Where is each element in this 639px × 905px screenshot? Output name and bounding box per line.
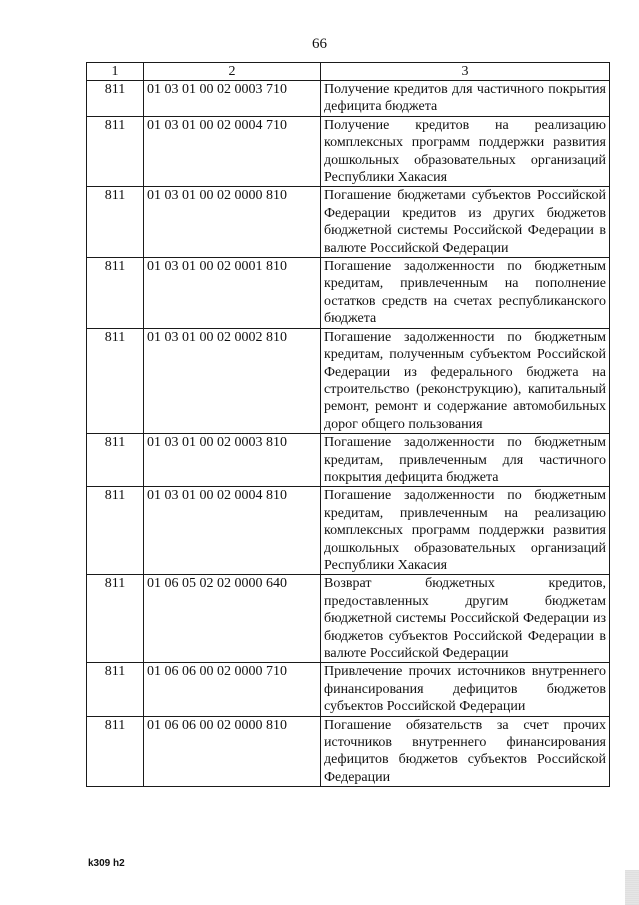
- source-name-cell: Получение кредитов для частичного покрытия дефицита бюджета: [321, 81, 610, 117]
- table-row: [87, 328, 610, 433]
- source-name-cell: Погашение задолженности по бюджетным кредитам, привлеченным на пополнение остатков средств на счетах республиканского бюджета: [321, 258, 610, 329]
- table-row: [87, 116, 610, 187]
- footer-document-code: k309 h2: [88, 858, 125, 869]
- column-header-2: 2: [144, 63, 321, 81]
- source-name-cell: Погашение задолженности по бюджетным кредитам, полученным субъектом Российской Федерации из федерального бюджета на строительство (реконструкцию), капитальный ремонт, ремонт и содержание автомобильных дорог общего пользования: [321, 328, 610, 433]
- source-code-cell: 01 06 05 02 02 0000 640: [144, 575, 321, 663]
- source-code-cell: 01 03 01 00 02 0003 710: [144, 81, 321, 117]
- source-name-cell: Погашение обязательств за счет прочих источников внутреннего финансирования дефицитов бюджетов субъектов Российской Федерации: [321, 716, 610, 787]
- budget-sources-table: [86, 62, 610, 787]
- table-row: [87, 258, 610, 329]
- source-code-cell: 01 03 01 00 02 0002 810: [144, 328, 321, 433]
- column-header-1: 1: [87, 63, 144, 81]
- table-row: [87, 575, 610, 663]
- source-code-cell: 01 03 01 00 02 0003 810: [144, 434, 321, 487]
- admin-code-cell: 811: [87, 187, 144, 258]
- source-code-cell: 01 03 01 00 02 0004 810: [144, 487, 321, 575]
- table-row: [87, 716, 610, 787]
- admin-code-cell: 811: [87, 434, 144, 487]
- source-name-cell: Погашение задолженности по бюджетным кредитам, привлеченным для частичного покрытия дефицита бюджета: [321, 434, 610, 487]
- scan-edge-artifact: [625, 870, 639, 905]
- source-name-cell: Привлечение прочих источников внутреннего финансирования дефицитов бюджетов субъектов Российской Федерации: [321, 663, 610, 716]
- page-number: 66: [312, 36, 327, 52]
- source-code-cell: 01 03 01 00 02 0004 710: [144, 116, 321, 187]
- admin-code-cell: 811: [87, 258, 144, 329]
- table-row: [87, 434, 610, 487]
- admin-code-cell: 811: [87, 116, 144, 187]
- admin-code-cell: 811: [87, 487, 144, 575]
- source-name-cell: Возврат бюджетных кредитов, предоставленных другим бюджетам бюджетной системы Российской Федерации из бюджетов субъектов Российской Федерации в валюте Российской Федерации: [321, 575, 610, 663]
- table-row: [87, 187, 610, 258]
- admin-code-cell: 811: [87, 575, 144, 663]
- table-header-row: [87, 63, 610, 81]
- source-code-cell: 01 03 01 00 02 0000 810: [144, 187, 321, 258]
- source-code-cell: 01 03 01 00 02 0001 810: [144, 258, 321, 329]
- admin-code-cell: 811: [87, 81, 144, 117]
- source-name-cell: Получение кредитов на реализацию комплексных программ поддержки развития дошкольных образовательных организаций Республики Хакасия: [321, 116, 610, 187]
- source-code-cell: 01 06 06 00 02 0000 810: [144, 716, 321, 787]
- source-code-cell: 01 06 06 00 02 0000 710: [144, 663, 321, 716]
- table-row: [87, 487, 610, 575]
- admin-code-cell: 811: [87, 716, 144, 787]
- source-name-cell: Погашение задолженности по бюджетным кредитам, привлеченным на реализацию комплексных программ поддержки развития дошкольных образовательных организаций Республики Хакасия: [321, 487, 610, 575]
- table-row: [87, 81, 610, 117]
- admin-code-cell: 811: [87, 328, 144, 433]
- admin-code-cell: 811: [87, 663, 144, 716]
- table-row: [87, 663, 610, 716]
- column-header-3: 3: [321, 63, 610, 81]
- source-name-cell: Погашение бюджетами субъектов Российской Федерации кредитов из других бюджетов бюджетной системы Российской Федерации в валюте Российской Федерации: [321, 187, 610, 258]
